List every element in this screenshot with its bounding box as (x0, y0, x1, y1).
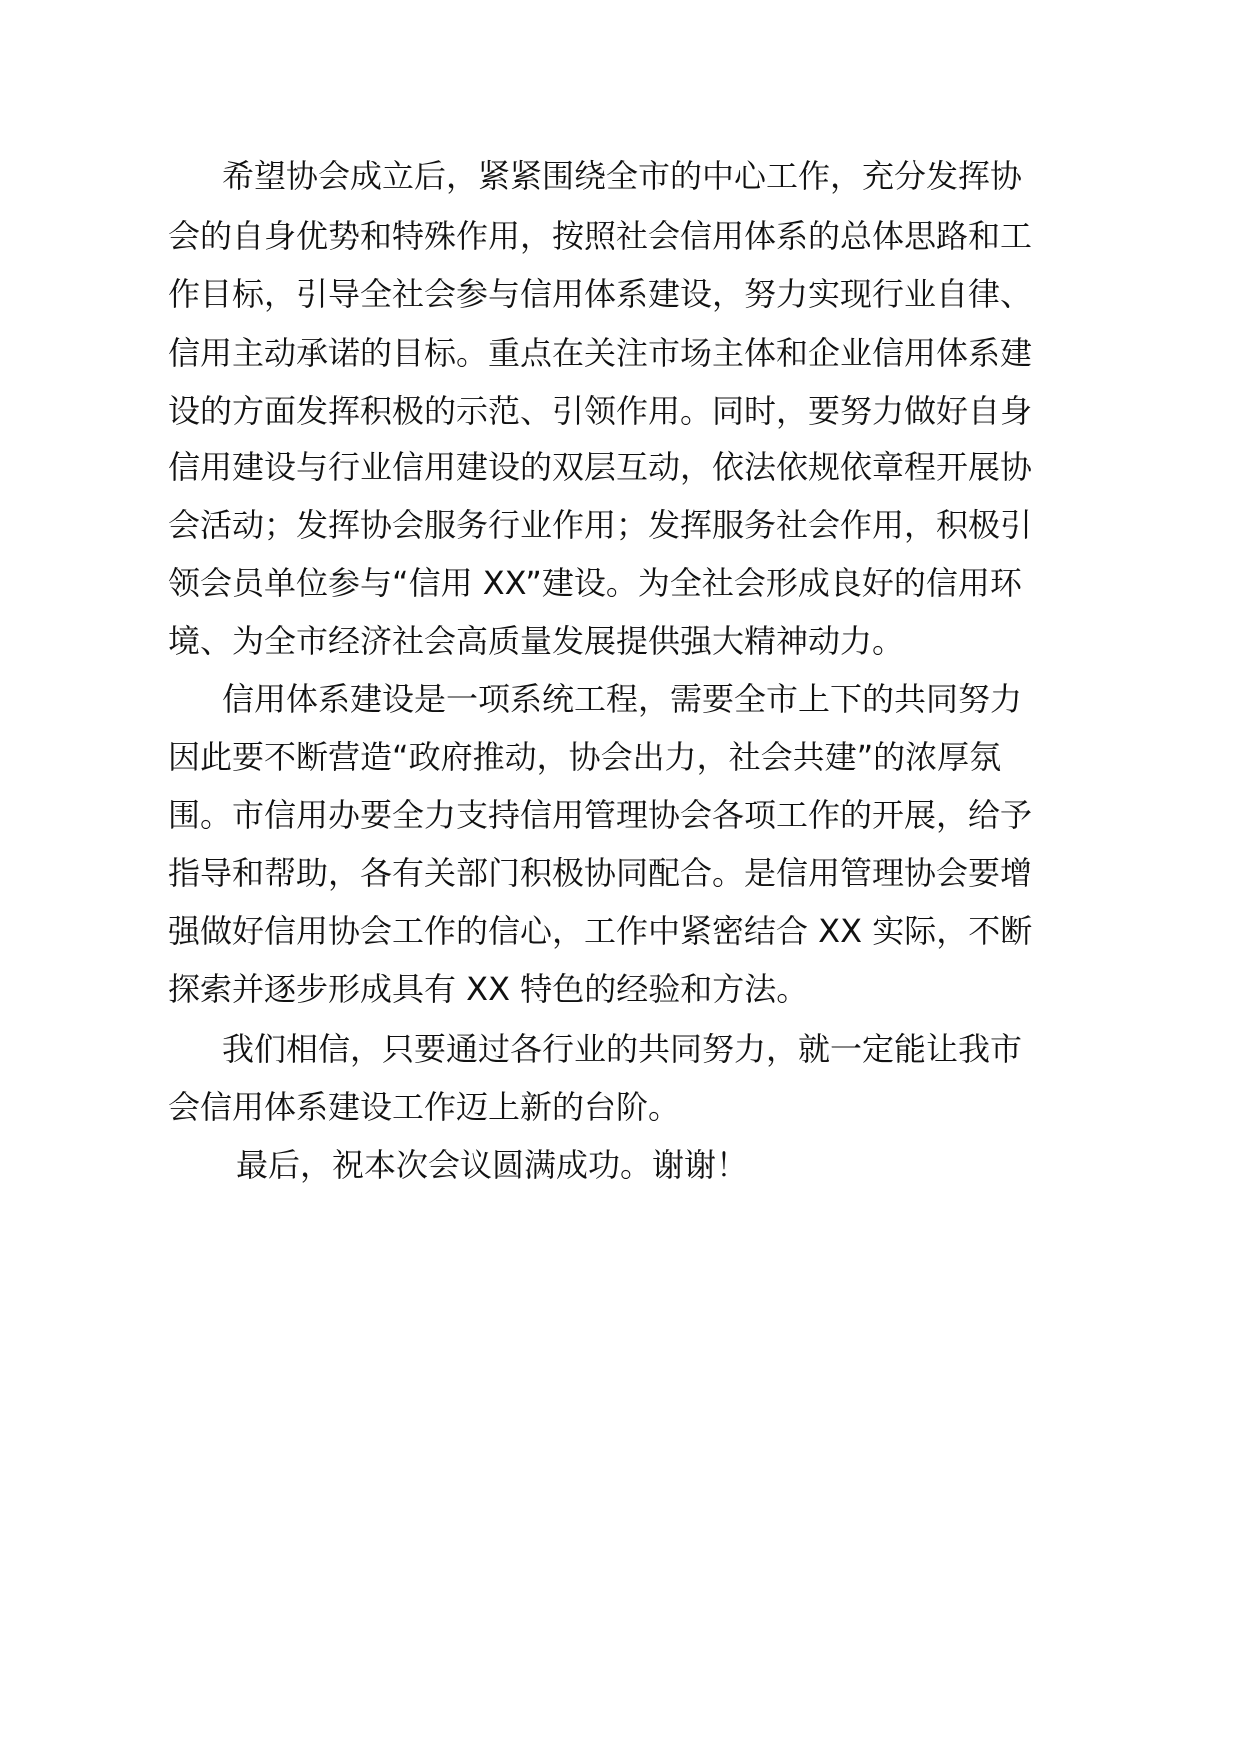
paragraph-1-line-6: 信用建设与行业信用建设的双层互动，依法依规依章程开展协 (168, 448, 1033, 486)
paragraph-2-line-6: 探索并逐步形成具有 XX 特色的经验和方法。 (168, 970, 809, 1008)
paragraph-1-line-3: 作目标，引导全社会参与信用体系建设，努力实现行业自律、 (168, 275, 1033, 313)
paragraph-2-line-4: 指导和帮助，各有关部门积极协同配合。是信用管理协会要增 (168, 854, 1033, 892)
paragraph-1-line-7: 会活动；发挥协会服务行业作用；发挥服务社会作用，积极引 (168, 506, 1033, 544)
paragraph-1-line-2: 会的自身优势和特殊作用，按照社会信用体系的总体思路和工 (168, 217, 1033, 255)
paragraph-4-line-1: 最后，祝本次会议圆满成功。谢谢！ (236, 1146, 749, 1184)
paragraph-2-line-3: 围。市信用办要全力支持信用管理协会各项工作的开展，给予 (168, 796, 1033, 834)
paragraph-1-line-5: 设的方面发挥积极的示范、引领作用。同时，要努力做好自身 (168, 392, 1033, 430)
paragraph-2-line-1: 信用体系建设是一项系统工程，需要全市上下的共同努力 (222, 680, 1023, 718)
paragraph-1-line-1: 希望协会成立后，紧紧围绕全市的中心工作，充分发挥协 (222, 157, 1023, 195)
paragraph-2-line-2: 因此要不断营造“政府推动，协会出力，社会共建”的浓厚氛 (168, 738, 1002, 776)
paragraph-1-line-8: 领会员单位参与“信用 XX”建设。为全社会形成良好的信用环 (168, 564, 1022, 602)
paragraph-1-line-9: 境、为全市经济社会高质量发展提供强大精神动力。 (168, 622, 905, 660)
paragraph-1-line-4: 信用主动承诺的目标。重点在关注市场主体和企业信用体系建 (168, 334, 1033, 372)
paragraph-2-line-5: 强做好信用协会工作的信心，工作中紧密结合 XX 实际，不断 (168, 912, 1033, 950)
paragraph-3-line-1: 我们相信，只要通过各行业的共同努力，就一定能让我市 (222, 1030, 1023, 1068)
paragraph-3-line-2: 会信用体系建设工作迈上新的台阶。 (168, 1088, 681, 1126)
